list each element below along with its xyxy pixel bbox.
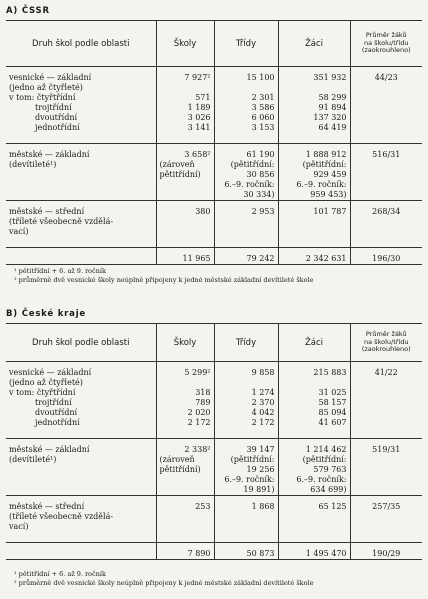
table-b (6, 323, 422, 560)
table-row-rural (6, 368, 422, 439)
footnote-1: ¹ pětitřídní + 6. až 9. ročník (14, 570, 106, 578)
rural-average: 41/22 (350, 368, 422, 439)
rural-schools: 5 299² 318 789 2 020 2 172 (156, 368, 214, 439)
header-pupils: Žáci (278, 324, 350, 362)
table-row-urban-secondary (6, 207, 422, 248)
table-row-urban-secondary (6, 502, 422, 543)
footnote-1: ¹ pětitřídní + 6. až 9. ročník (14, 267, 106, 275)
total-average: 190/29 (350, 549, 422, 560)
header-schools: Školy (156, 324, 214, 362)
rural-label: vesnické — základní (jedno až čtyřleté) v tom: čtyřtřídní trojtřídní dvoutřídní jednotřídní (6, 368, 156, 439)
header-pupils: Žáci (278, 21, 350, 67)
rural-average: 44/23 (350, 73, 422, 144)
urban-secondary-average: 268/34 (350, 207, 422, 248)
header-schools: Školy (156, 21, 214, 67)
urban-secondary-average: 257/35 (350, 502, 422, 543)
header-type: Druh škol podle oblasti (6, 324, 156, 362)
urban-basic-classes: 61 190 (pětitřídní: 30 856 6.–9. ročník: 30 334) (214, 150, 278, 201)
total-pupils: 1 495 470 (278, 549, 350, 560)
header-classes: Třídy (214, 324, 278, 362)
rural-classes: 15 100 2 301 3 586 6 060 3 153 (214, 73, 278, 144)
urban-secondary-label: městské — střední (tříleté všeobecně vzdělá- vací) (6, 207, 156, 248)
header-type: Druh škol podle oblasti (6, 21, 156, 67)
urban-basic-average: 519/31 (350, 445, 422, 496)
urban-secondary-pupils: 101 787 (278, 207, 350, 248)
total-average: 196/30 (350, 254, 422, 265)
table-a-header-row (6, 21, 422, 67)
urban-basic-schools: 2 338² (zároveň pětitřídní) (156, 445, 214, 496)
table-row-urban-basic (6, 150, 422, 201)
rural-pupils: 215 883 31 025 58 157 85 094 41 607 (278, 368, 350, 439)
rural-classes: 9 858 1 274 2 370 4 042 2 172 (214, 368, 278, 439)
urban-basic-classes: 39 147 (pětitřídní: 19 256 6.–9. ročník: 19 891) (214, 445, 278, 496)
urban-basic-label: městské — základní (devítileté¹) (6, 150, 156, 201)
urban-secondary-label: městské — střední (tříleté všeobecně vzdělá- vací) (6, 502, 156, 543)
section-a-title: A) ČSSR (6, 6, 50, 16)
urban-basic-pupils: 1 888 912 (pětitřídní: 929 459 6.–9. ročník: 959 453) (278, 150, 350, 201)
table-row-total (6, 549, 422, 560)
total-schools: 11 965 (156, 254, 214, 265)
footnote-2: ² průměrně dvě vesnické školy neúplně připojeny k jedné městské základní devítileté škole (14, 579, 314, 587)
header-average: Průměr žáků na školu/třídu (zaokrouhleno) (350, 324, 422, 362)
urban-secondary-classes: 2 953 (214, 207, 278, 248)
urban-secondary-schools: 380 (156, 207, 214, 248)
table-a (6, 20, 422, 265)
total-classes: 50 873 (214, 549, 278, 560)
footnote-2: ² průměrně dvě vesnické školy neúplně připojeny k jedné městské základní devítileté škole (14, 276, 314, 284)
rural-pupils: 351 932 58 299 91 894 137 320 64 419 (278, 73, 350, 144)
total-schools: 7 890 (156, 549, 214, 560)
table-row-urban-basic (6, 445, 422, 496)
urban-basic-label: městské — základní (devítileté¹) (6, 445, 156, 496)
table-row-rural (6, 73, 422, 144)
section-b-title: B) České kraje (6, 309, 86, 319)
table-row-total (6, 254, 422, 265)
total-pupils: 2 342 631 (278, 254, 350, 265)
urban-basic-schools: 3 658² (zároveň pětitřídní) (156, 150, 214, 201)
urban-secondary-schools: 253 (156, 502, 214, 543)
table-b-header-row (6, 324, 422, 362)
urban-basic-pupils: 1 214 462 (pětitřídní: 579 763 6.–9. ročník: 634 699) (278, 445, 350, 496)
header-average: Průměr žáků na školu/třídu (zaokrouhleno) (350, 21, 422, 67)
header-classes: Třídy (214, 21, 278, 67)
urban-secondary-classes: 1 868 (214, 502, 278, 543)
urban-basic-average: 516/31 (350, 150, 422, 201)
rural-schools: 7 927² 571 1 189 3 026 3 141 (156, 73, 214, 144)
rural-label: vesnické — základní (jedno až čtyřleté) v tom: čtyřtřídní trojtřídní dvoutřídní jednotřídní (6, 73, 156, 144)
urban-secondary-pupils: 65 125 (278, 502, 350, 543)
total-classes: 79 242 (214, 254, 278, 265)
